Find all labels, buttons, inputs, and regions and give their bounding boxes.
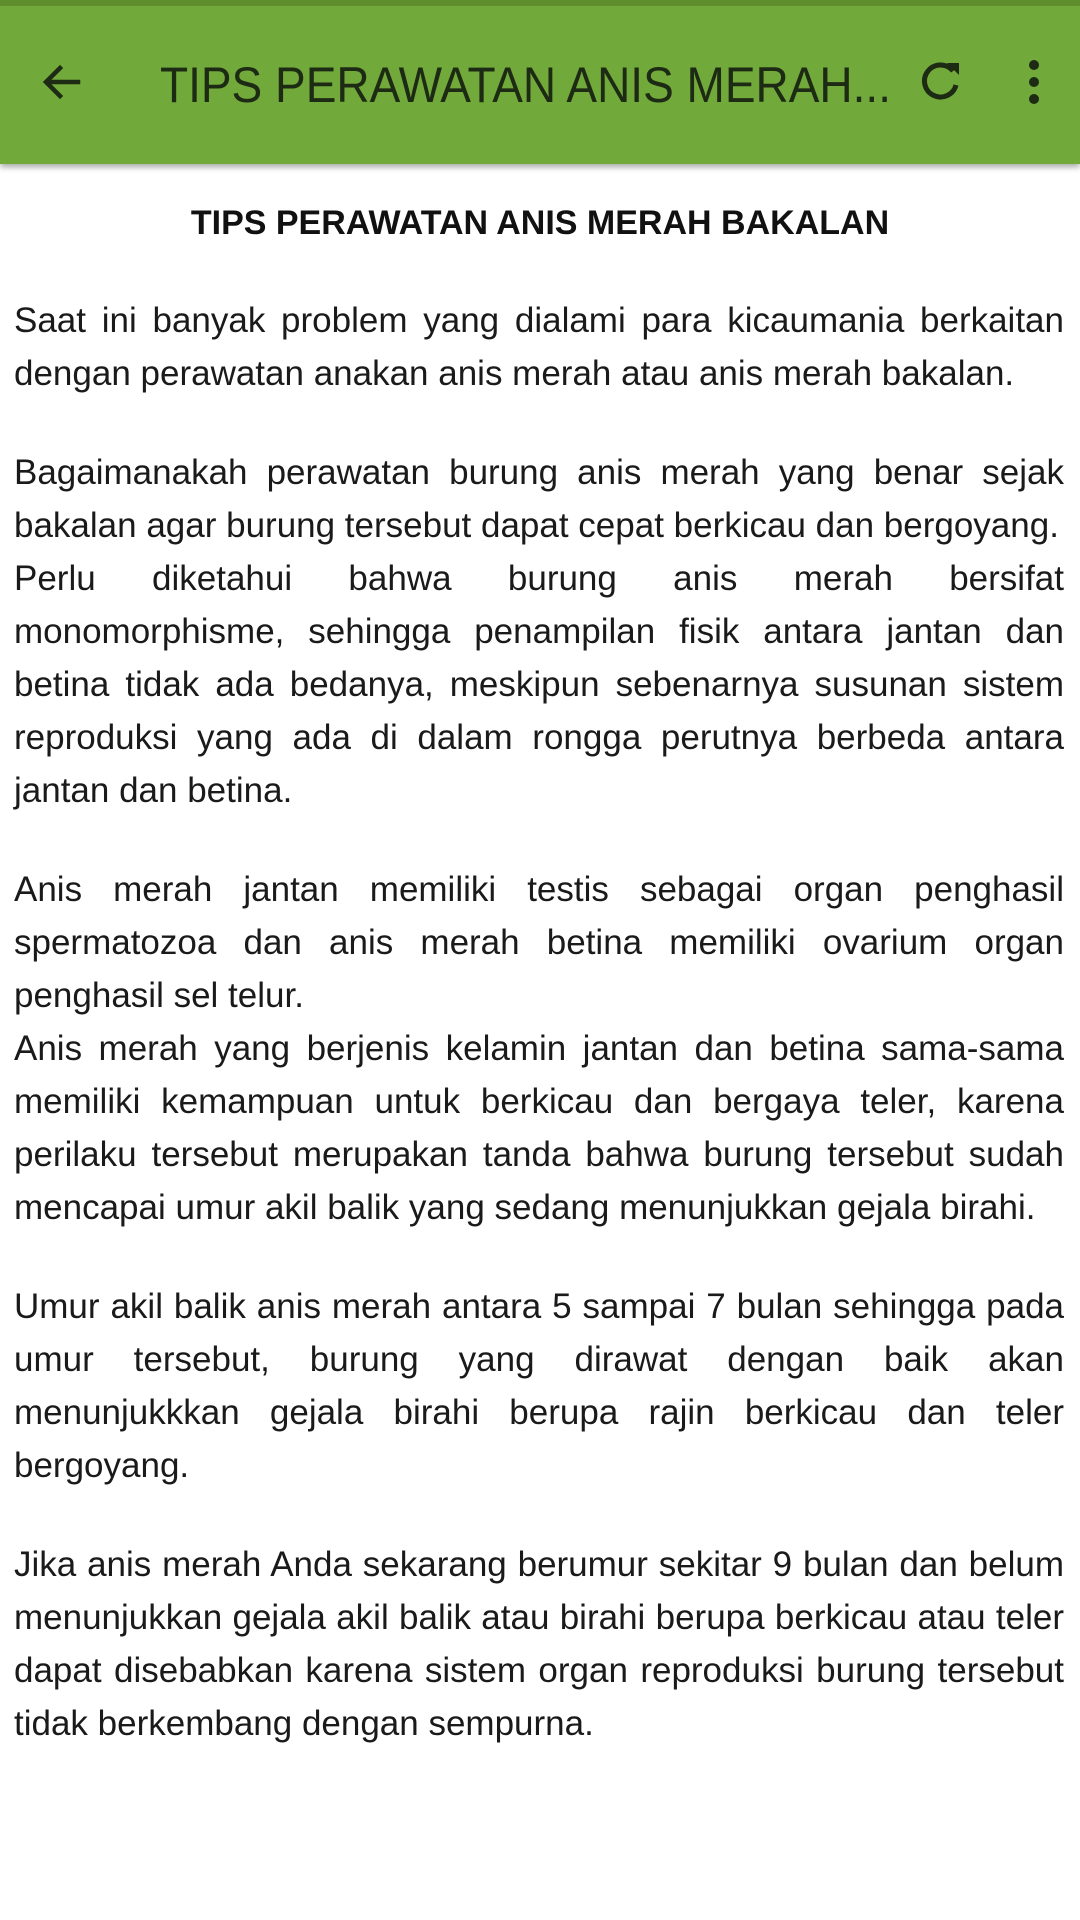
- article-paragraph: Anis merah jantan memiliki testis sebagai organ penghasil spermatozoa dan anis merah betina memiliki ovarium organ penghasil sel telur.: [14, 870, 1064, 1015]
- article-paragraph: Bagaimanakah perawatan burung anis merah yang benar sejak bakalan agar burung tersebut dapat cepat berkicau dan bergoyang.: [14, 453, 1064, 545]
- more-options-button[interactable]: [1004, 50, 1064, 114]
- refresh-icon: [915, 57, 965, 107]
- more-vert-icon: [1024, 57, 1044, 107]
- article-paragraph: Jika anis merah Anda sekarang berumur sekitar 9 bulan dan belum menunjukkan gejala akil balik atau birahi berupa berkicau atau teler dapat disebabkan karena sistem organ reproduksi burung tersebut tidak berkembang dengan sempurna.: [14, 1545, 1064, 1743]
- arrow-left-icon: [38, 58, 86, 106]
- refresh-button[interactable]: [904, 50, 976, 114]
- app-toolbar: [0, 0, 1080, 164]
- article-title: TIPS PERAWATAN ANIS MERAH BAKALAN: [190, 204, 890, 242]
- status-strip: [0, 0, 1080, 6]
- article-paragraph: Perlu diketahui bahwa burung anis merah bersifat monomorphisme, sehingga penampilan fisik antara jantan dan betina tidak ada bedanya, meskipun sebenarnya susunan sistem reproduksi yang ada di dalam rongga perutnya berbeda antara jantan dan betina.: [14, 559, 1064, 810]
- article-body: [14, 294, 1064, 1750]
- article-paragraph: Saat ini banyak problem yang dialami para kicaumania berkaitan dengan perawatan anakan anis merah atau anis merah bakalan.: [14, 301, 1064, 393]
- article-content[interactable]: [0, 164, 1080, 1920]
- article-paragraph: Anis merah yang berjenis kelamin jantan dan betina sama-sama memiliki kemampuan untuk berkicau dan bergaya teler, karena perilaku tersebut merupakan tanda bahwa burung tersebut sudah mencapai umur akil balik yang sedang menunjukkan gejala birahi.: [14, 1029, 1064, 1227]
- back-button[interactable]: [30, 50, 94, 114]
- article-paragraph: Umur akil balik anis merah antara 5 sampai 7 bulan sehingga pada umur tersebut, burung yang dirawat dengan baik akan menunjukkkan gejala birahi berupa rajin berkicau dan teler bergoyang.: [14, 1287, 1064, 1485]
- toolbar-title: TIPS PERAWATAN ANIS MERAH...: [160, 57, 891, 113]
